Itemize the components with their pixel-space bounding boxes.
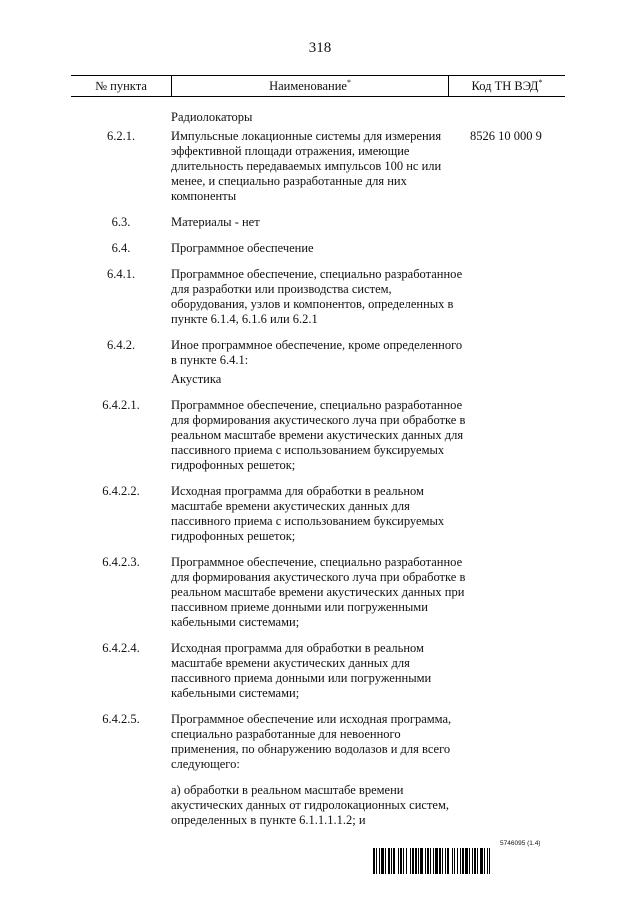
page-number: 318	[308, 40, 332, 56]
barcode	[373, 848, 568, 874]
table-row	[71, 372, 565, 387]
row-number: 6.4.1.	[106, 267, 136, 281]
row-number: 6.4.2.4.	[102, 641, 140, 655]
row-code	[466, 215, 565, 230]
row-code: 8526 10 000 9	[470, 129, 542, 143]
row-number: 6.3.	[111, 215, 131, 229]
row-code	[466, 641, 565, 701]
table-row	[71, 241, 565, 256]
table-row	[71, 783, 565, 828]
row-number: 6.4.	[111, 241, 131, 255]
table-row	[71, 555, 565, 630]
row-code	[466, 555, 565, 630]
row-code	[466, 484, 565, 544]
row-code	[466, 241, 565, 256]
row-code	[466, 267, 565, 327]
row-text: Исходная программа для обработки в реальном масштабе времени акустических данных для пассивного приема с использованием буксируемых гидрофонных решеток;	[171, 484, 445, 543]
row-code	[466, 372, 565, 387]
row-text: Программное обеспечение или исходная программа, специально разработанные для невоенного применения, по обнаружению водолазов и для всего следующего:	[171, 712, 452, 771]
row-code	[466, 110, 565, 125]
row-code	[466, 338, 565, 368]
column-header-name-label: Наименование	[269, 79, 347, 94]
row-code	[466, 783, 565, 828]
row-text: Программное обеспечение, специально разработанное для формирования акустического луча при обработке в реальном масштабе времени акустических данных при пассивном приеме донными или погруженными кабельными системами;	[171, 555, 466, 629]
barcode-block	[373, 840, 568, 874]
document-body	[71, 110, 565, 839]
row-number: 6.4.2.2.	[102, 484, 140, 498]
row-number	[71, 372, 171, 387]
table-row	[71, 110, 565, 125]
row-code	[466, 712, 565, 772]
row-text: Программное обеспечение, специально разработанное для формирования акустического луча при обработке в реальном масштабе времени акустических данных для пассивного приема с использованием буксируемых гидрофонных решеток;	[171, 398, 466, 472]
table-row	[71, 398, 565, 473]
barcode-label: 5746095 (1.4)	[500, 840, 541, 847]
footnote-mark: *	[538, 77, 543, 87]
column-header-code	[449, 76, 566, 97]
row-text: Исходная программа для обработки в реальном масштабе времени акустических данных для пассивного приема донными или погруженными кабельными системами;	[171, 641, 432, 700]
table-row	[71, 338, 565, 368]
table-row	[71, 215, 565, 230]
row-text: Иное программное обеспечение, кроме определенного в пункте 6.4.1:	[171, 338, 463, 367]
column-header-number-label: № пункта	[95, 78, 147, 93]
row-text: Программное обеспечение	[171, 241, 314, 255]
column-header-name	[172, 76, 449, 97]
row-code	[466, 398, 565, 473]
column-header-number	[71, 76, 172, 97]
table-row	[71, 267, 565, 327]
row-text: Радиолокаторы	[171, 110, 253, 124]
row-number: 6.2.1.	[106, 129, 136, 143]
row-number	[71, 110, 171, 125]
barcode-bar	[490, 848, 492, 874]
row-number: 6.4.2.1.	[102, 398, 140, 412]
column-header-code-label: Код ТН ВЭД	[471, 79, 539, 94]
table-row	[71, 641, 565, 701]
table-header	[71, 75, 565, 97]
row-text: Материалы - нет	[171, 215, 260, 229]
row-number	[71, 783, 171, 828]
row-text: Акустика	[171, 372, 222, 386]
row-number: 6.4.2.3.	[102, 555, 140, 569]
row-number: 6.4.2.	[106, 338, 136, 352]
footnote-mark: *	[346, 77, 351, 87]
row-text: а) обработки в реальном масштабе времени акустических данных от гидролокационных систем, определенных в пункте 6.1.1.1.1.2; и	[171, 783, 450, 827]
table-row	[71, 129, 565, 204]
row-text: Программное обеспечение, специально разработанное для разработки или производства систем, оборудования, узлов и компонентов, определенных в пункте 6.1.4, 6.1.6 или 6.2.1	[171, 267, 463, 326]
table-row	[71, 712, 565, 772]
row-text: Импульсные локационные системы для измерения эффективной площади отражения, имеющие длительность передаваемых импульсов 100 нс или менее, и специально разработанные для них компоненты	[171, 129, 442, 203]
table-row	[71, 484, 565, 544]
row-number: 6.4.2.5.	[102, 712, 140, 726]
